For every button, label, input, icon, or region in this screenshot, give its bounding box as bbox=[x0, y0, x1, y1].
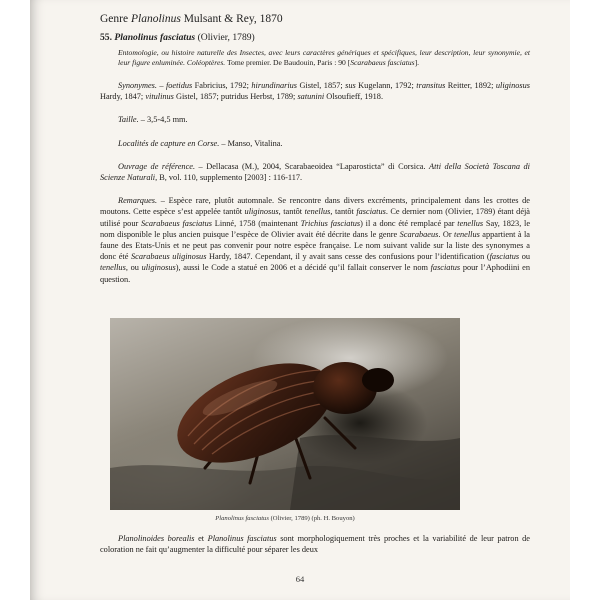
photo-caption: Planolinus fasciatus (Olivier, 1789) (ph. H. Bouyon) bbox=[215, 515, 355, 522]
species-heading: 55. Planolinus fasciatus (Olivier, 1789) bbox=[100, 32, 255, 43]
species-name: Planolinus fasciatus bbox=[114, 32, 196, 43]
beetle-illustration bbox=[110, 318, 460, 510]
size-paragraph: Taille. – 3,5-4,5 mm. bbox=[118, 115, 188, 125]
beetle-photo bbox=[110, 318, 460, 510]
genus-name: Planolinus bbox=[130, 13, 181, 25]
page-number: 64 bbox=[295, 574, 305, 584]
genus-heading: Genre Planolinus Mulsant & Rey, 1870 bbox=[100, 13, 283, 25]
localities-paragraph: Localités de capture en Corse. – Manso, Vitalina. bbox=[118, 138, 283, 148]
synonyms-paragraph: Synonymes. – foetidus Fabricius, 1792; hirundinarius Gistel, 1857; sus Kugelann, 1792; transitus Reitter, 1892; uliginosus Hardy, 1847; vitulinus Gistel, 1857; putridus Herbst, 1789; satunini Olsoufieff, 1918. bbox=[100, 81, 530, 102]
book-page bbox=[30, 0, 570, 600]
remarks-paragraph: Remarques. – Espèce rare, plutôt automnale. Se rencontre dans divers excréments, principalement dans les crottes de moutons. Cette espèce s’est appelée tantôt uliginosus, tantôt tenellus, tantôt fasciatus. Ce dernier nom (Olivier, 1789) étant déjà utilisé pour Scarabaeus fasciatus Linné, 1758 (maintenant Trichius fasciatus) il a donc été remplacé par tenellus Say, 1823, le nom disponible le plus ancien puisque l’espèce de Olivier avait été décrite dans le genre Scarabaeus. Or tenellus appartient à la faune des Etats-Unis et ne peut pas convenir pour notre espèce française. Le nom suivant valide sur la liste des synonymes a donc été Scarabaeus uliginosus Hardy, 1847. Cependant, il y avait sans cesse des confusions pour l’identification (fasciatus ou tenellus, ou uliginosus), aussi le Code a statué en 2006 et a décidé qu’il fallait conserver le nom fasciatus pour l’Aphodiini en question. bbox=[100, 196, 531, 284]
original-reference: Entomologie, ou histoire naturelle des Insectes, avec leurs caractères génériques et spécifiques, leur description, leur synonymie, et leur figure enluminée. Coléoptères. Tome premier. De Baudouin, Paris : 90 [Scarabaeus fasciatus]. bbox=[118, 48, 530, 67]
bottom-paragraph: Planolinoides borealis et Planolinus fasciatus sont morphologiquement très proches et la variabilité de leur patron de coloration ne fait qu’augmenter la difficulté pour séparer les deux bbox=[100, 534, 530, 555]
reference-work-paragraph: Ouvrage de référence. – Dellacasa (M.), 2004, Scarabaeoidea “Laparosticta” di Corsica. Atti della Società Toscana di Scienze Naturali, B, vol. 110, supplemento [2003] : 116-117. bbox=[100, 161, 530, 183]
page-content bbox=[100, 12, 530, 285]
